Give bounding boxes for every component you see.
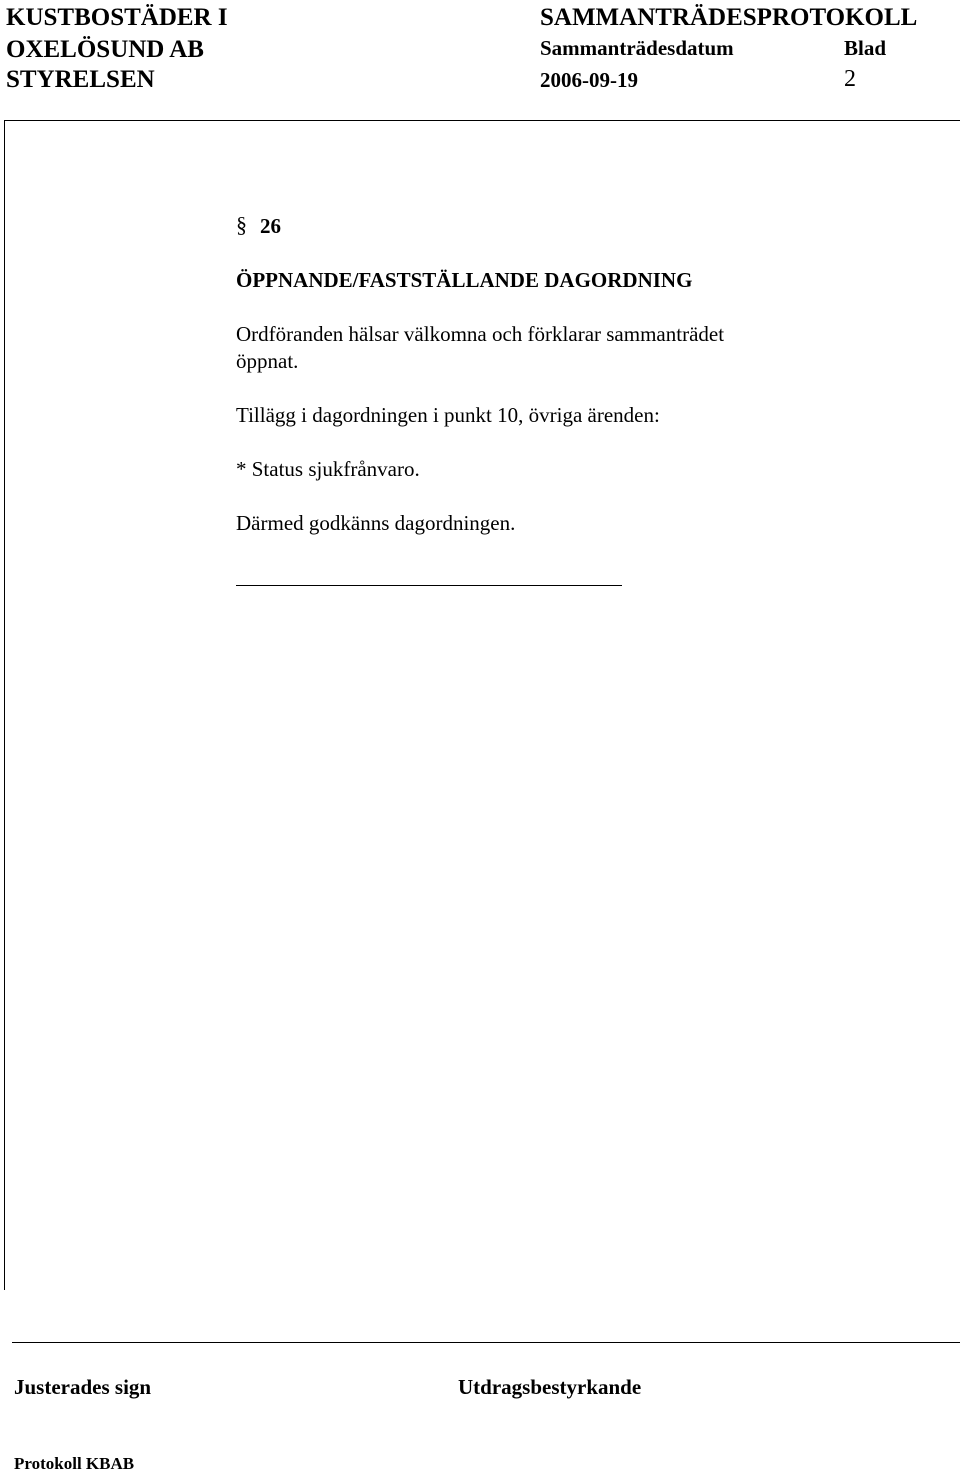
meeting-date-value: 2006-09-19 <box>540 68 638 92</box>
section-end-rule <box>236 585 622 586</box>
page-number: 2 <box>844 66 856 92</box>
paragraph-opening-line1: Ordföranden hälsar välkomna och förklarar sammanträdet <box>236 322 725 346</box>
paragraph-opening-line2: öppnat. <box>236 349 299 373</box>
meeting-date-label: Sammanträdesdatum <box>540 36 734 60</box>
document-type: SAMMANTRÄDESPROTOKOLL <box>540 4 918 31</box>
organization-board: STYRELSEN <box>6 66 155 93</box>
section-number: 26 <box>260 214 281 238</box>
organization-name-line2: OXELÖSUND AB <box>6 36 204 63</box>
paragraph-conclusion: Därmed godkänns dagordningen. <box>236 511 516 535</box>
left-margin-rule <box>4 120 5 1290</box>
signed-label: Justerades sign <box>14 1375 152 1399</box>
extract-certification-label: Utdragsbestyrkande <box>458 1375 642 1399</box>
page-label: Blad <box>844 36 887 60</box>
agenda-bullet-item: * Status sjukfrånvaro. <box>236 457 420 481</box>
organization-name-line1: KUSTBOSTÄDER I <box>6 4 228 31</box>
header-divider <box>4 120 960 121</box>
section-heading: ÖPPNANDE/FASTSTÄLLANDE DAGORDNING <box>236 268 693 292</box>
footer-divider <box>12 1342 960 1343</box>
paragraph-addition: Tillägg i dagordningen i punkt 10, övriga ärenden: <box>236 403 660 427</box>
section-symbol: § <box>236 212 247 237</box>
protocol-footer-label: Protokoll KBAB <box>14 1454 135 1473</box>
